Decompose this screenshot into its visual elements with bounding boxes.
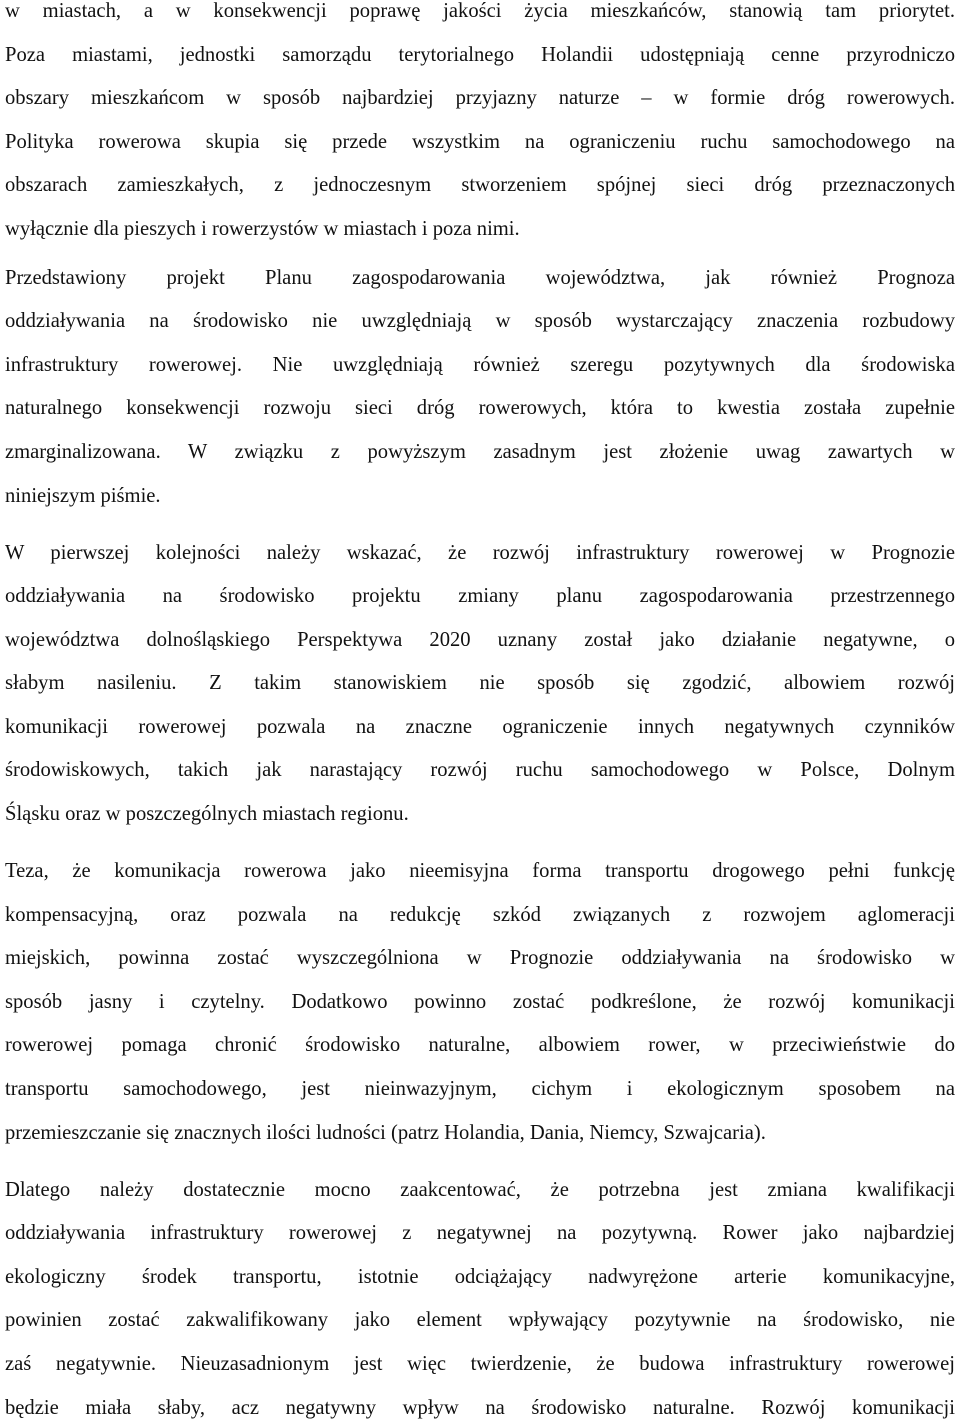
text-line: słabym nasileniu. Z takim stanowiskiem nie sposób się zgodzić, albowiem rozwój bbox=[5, 672, 955, 695]
text-line: środowiskowych, takich jak narastający rozwój ruchu samochodowego w Polsce, Dolnym bbox=[5, 759, 955, 782]
text-line: oddziaływania na środowisko projektu zmiany planu zagospodarowania przestrzennego bbox=[5, 585, 955, 608]
text-line: Teza, że komunikacja rowerowa jako nieemisyjna forma transportu drogowego pełni funkcję bbox=[5, 860, 955, 883]
text-line: Dlatego należy dostatecznie mocno zaakcentować, że potrzebna jest zmiana kwalifikacji bbox=[5, 1178, 955, 1201]
paragraph-4 bbox=[5, 850, 955, 1155]
paragraph-spacer bbox=[5, 1155, 955, 1168]
paragraph-2 bbox=[5, 257, 955, 519]
text-line: kompensacyjną, oraz pozwala na redukcję szkód związanych z rozwojem aglomeracji bbox=[5, 903, 955, 926]
text-line: Poza miastami, jednostki samorządu terytorialnego Holandii udostępniają cenne przyrodniczo bbox=[5, 43, 955, 66]
text-line: niniejszym piśmie. bbox=[5, 484, 161, 507]
text-line: będzie miała słaby, acz negatywny wpływ na środowisko naturalne. Rozwój komunikacji bbox=[5, 1396, 955, 1419]
text-line: komunikacji rowerowej pozwala na znaczne ograniczenie innych negatywnych czynników bbox=[5, 715, 955, 738]
text-line: wyłącznie dla pieszych i rowerzystów w miastach i poza nimi. bbox=[5, 217, 520, 240]
text-line: naturalnego konsekwencji rozwoju sieci dróg rowerowych, która to kwestia została zupełnie bbox=[5, 397, 955, 420]
paragraph-5 bbox=[5, 1169, 955, 1424]
text-line: Przedstawiony projekt Planu zagospodarowania województwa, jak również Prognoza bbox=[5, 266, 955, 289]
text-line: w miastach, a w konsekwencji poprawę jakości życia mieszkańców, stanowią tam priorytet. bbox=[5, 0, 955, 22]
text-line: zaś negatywnie. Nieuzasadnionym jest więc twierdzenie, że budowa infrastruktury rowerowej bbox=[5, 1352, 955, 1375]
text-line: oddziaływania na środowisko nie uwzględniają w sposób wystarczający znaczenia rozbudowy bbox=[5, 310, 955, 333]
text-line: województwa dolnośląskiego Perspektywa 2020 uznany został jako działanie negatywne, o bbox=[5, 628, 955, 651]
document-body bbox=[5, 0, 955, 1424]
text-line: sposób jasny i czytelny. Dodatkowo powinno zostać podkreślone, że rozwój komunikacji bbox=[5, 990, 955, 1013]
text-line: obszary mieszkańcom w sposób najbardziej przyjazny naturze – w formie dróg rowerowych. bbox=[5, 87, 955, 110]
paragraph-3 bbox=[5, 532, 955, 837]
paragraph-spacer bbox=[5, 837, 955, 850]
text-line: powinien zostać zakwalifikowany jako element wpływający pozytywnie na środowisko, nie bbox=[5, 1309, 955, 1332]
document-page bbox=[5, 0, 955, 1424]
text-line: ekologiczny środek transportu, istotnie odciążający nadwyrężone arterie komunikacyjne, bbox=[5, 1265, 955, 1288]
paragraph-spacer bbox=[5, 518, 955, 531]
text-line: przemieszczanie się znacznych ilości ludności (patrz Holandia, Dania, Niemcy, Szwajcaria). bbox=[5, 1121, 766, 1144]
text-line: oddziaływania infrastruktury rowerowej z negatywnej na pozytywną. Rower jako najbardziej bbox=[5, 1222, 955, 1245]
text-line: obszarach zamieszkałych, z jednoczesnym stworzeniem spójnej sieci dróg przeznaczonych bbox=[5, 174, 955, 197]
text-line: zmarginalizowana. W związku z powyższym zasadnym jest złożenie uwag zawartych w bbox=[5, 440, 955, 463]
text-line: infrastruktury rowerowej. Nie uwzględniają również szeregu pozytywnych dla środowiska bbox=[5, 353, 955, 376]
text-line: transportu samochodowego, jest nieinwazyjnym, cichym i ekologicznym sposobem na bbox=[5, 1078, 955, 1101]
text-line: rowerowej pomaga chronić środowisko naturalne, albowiem rower, w przeciwieństwie do bbox=[5, 1034, 955, 1057]
text-line: miejskich, powinna zostać wyszczególniona w Prognozie oddziaływania na środowisko w bbox=[5, 947, 955, 970]
paragraph-1 bbox=[5, 0, 955, 252]
text-line: Polityka rowerowa skupia się przede wszystkim na ograniczeniu ruchu samochodowego na bbox=[5, 130, 955, 153]
text-line: Śląsku oraz w poszczególnych miastach regionu. bbox=[5, 803, 409, 826]
text-line: W pierwszej kolejności należy wskazać, że rozwój infrastruktury rowerowej w Prognozie bbox=[5, 541, 955, 564]
